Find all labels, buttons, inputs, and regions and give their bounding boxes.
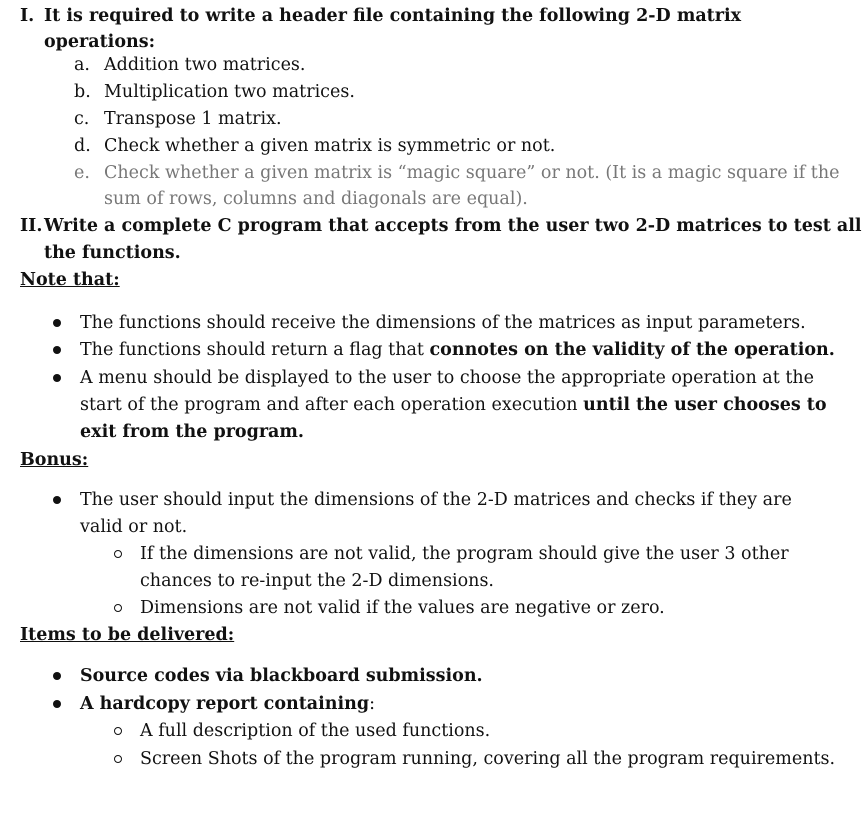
item-b-text: Multiplication two matrices. — [104, 82, 355, 102]
circle-bullet-icon — [114, 755, 122, 763]
circle-bullet-icon — [114, 604, 122, 612]
bullet-icon — [53, 346, 61, 354]
deliver-bullet-1: Source codes via blackboard submission. — [80, 666, 483, 686]
bullet-icon — [53, 700, 61, 708]
bonus-title: Bonus: — [20, 450, 89, 470]
bullet-icon — [53, 496, 61, 504]
circle-bullet-icon — [114, 550, 122, 558]
bullet-icon — [53, 672, 61, 680]
deliver-title: Items to be delivered: — [20, 625, 235, 645]
note-title: Note that: — [20, 270, 120, 290]
item-d-text: Check whether a given matrix is symmetric or not. — [104, 136, 556, 156]
item-a-marker: a. — [74, 55, 90, 75]
item-a-text: Addition two matrices. — [104, 55, 306, 75]
bonus-bullet-1-line-1: The user should input the dimensions of the 2-D matrices and checks if they are — [80, 490, 792, 510]
item-e-text-line-1: Check whether a given matrix is “magic square” or not. (It is a magic square if the — [104, 163, 840, 183]
circle-bullet-icon — [114, 727, 122, 735]
section-1-heading-line-2: operations: — [44, 32, 156, 52]
item-e-marker: e. — [74, 163, 90, 183]
section-2-number: II. — [20, 216, 43, 236]
bonus-sub-2: Dimensions are not valid if the values are negative or zero. — [140, 598, 665, 618]
item-e-text-line-2: sum of rows, columns and diagonals are equal). — [104, 189, 528, 209]
section-1-heading-line-1: It is required to write a header file containing the following 2-D matrix — [44, 6, 742, 26]
item-d-marker: d. — [74, 136, 91, 156]
bonus-sub-1-line-1: If the dimensions are not valid, the program should give the user 3 other — [140, 544, 789, 564]
section-2-heading-line-1: Write a complete C program that accepts from the user two 2-D matrices to test all — [44, 216, 862, 236]
deliver-bullet-2: A hardcopy report containing: — [80, 694, 376, 714]
item-c-marker: c. — [74, 109, 90, 129]
deliver-sub-2: Screen Shots of the program running, covering all the program requirements. — [140, 749, 836, 769]
deliver-sub-1: A full description of the used functions. — [140, 721, 491, 741]
note-bullet-3-line-2: start of the program and after each operation execution until the user chooses to — [80, 395, 827, 415]
note-bullet-1: The functions should receive the dimensions of the matrices as input parameters. — [80, 313, 806, 333]
note-bullet-3-line-3: exit from the program. — [80, 422, 304, 442]
bullet-icon — [53, 319, 61, 327]
bonus-sub-1-line-2: chances to re-input the 2-D dimensions. — [140, 571, 494, 591]
note-bullet-2: The functions should return a flag that connotes on the validity of the operation. — [80, 340, 835, 360]
item-b-marker: b. — [74, 82, 91, 102]
bonus-bullet-1-line-2: valid or not. — [80, 517, 188, 537]
bullet-icon — [53, 374, 61, 382]
note-bullet-3-line-1: A menu should be displayed to the user to choose the appropriate operation at the — [80, 368, 814, 388]
section-2-heading-line-2: the functions. — [44, 243, 181, 263]
item-c-text: Transpose 1 matrix. — [104, 109, 282, 129]
section-1-number: I. — [20, 6, 35, 26]
